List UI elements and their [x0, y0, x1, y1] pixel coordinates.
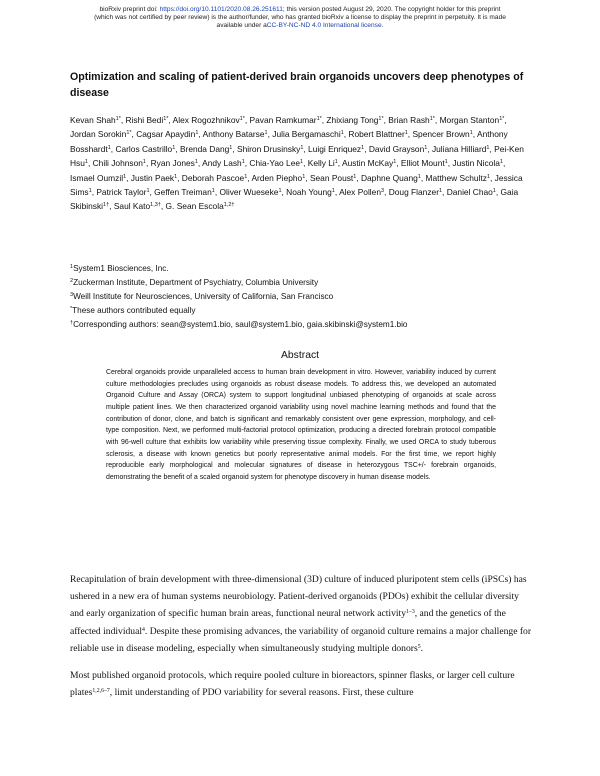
author-affiliation-mark: 1 [300, 144, 304, 151]
preprint-notice-line-1: bioRxiv preprint doi: https://doi.org/10.1101/2020.08.26.251611; this version posted August 29, 2020. The copyright holder for this preprint [99, 6, 501, 13]
affiliation-text: Corresponding authors: sean@system1.bio, saul@system1.bio, gaia.skibinski@system1.bio [73, 319, 408, 329]
author-entry [173, 115, 245, 125]
author-name: Geffen Treiman [154, 187, 212, 198]
author-name: Noah Young [286, 187, 332, 198]
author-entry [219, 187, 281, 197]
affiliation-mark: 1 [70, 264, 74, 270]
author-affiliation-mark: 1† [103, 202, 110, 209]
author-entry [166, 201, 235, 211]
author-affiliation-mark: 1 [123, 173, 127, 180]
author-affiliation-mark: 1 [195, 130, 199, 137]
author-name: Daphne Quang [360, 172, 418, 183]
author-name: Daniel Chao [446, 187, 493, 198]
author-affiliation-mark: 1 [404, 130, 408, 137]
author-affiliation-mark: 1 [469, 130, 473, 137]
affiliation-item [70, 290, 540, 304]
author-entry [93, 158, 146, 168]
author-name: Chili Johnson [92, 158, 143, 169]
license-link[interactable]: CC-BY-NC-ND 4.0 International license [266, 22, 382, 30]
author-entry [310, 173, 356, 183]
author-affiliation-mark: 1 [438, 188, 443, 195]
author-affiliation-mark: 1 [241, 159, 245, 166]
author-entry [388, 115, 435, 125]
author-entry [348, 129, 407, 139]
author-affiliation-mark: 1 [353, 173, 357, 180]
author-name: Arden Piepho [251, 172, 303, 183]
author-name: Justin Paek [130, 172, 175, 183]
author-affiliation-mark: 1 [302, 173, 306, 180]
author-name: Kevan Shah [70, 115, 116, 125]
author-entry [339, 187, 384, 197]
author-entry [115, 144, 175, 154]
affiliation-item [70, 276, 540, 290]
author-affiliation-mark: 1 [174, 173, 178, 180]
author-name: Patrick Taylor [96, 187, 147, 198]
author-name: Juliana Hilliard [431, 143, 487, 154]
author-entry [401, 158, 448, 168]
author-name: Sean Poust [309, 172, 354, 183]
affiliation-text: System1 Biosciences, Inc. [73, 264, 169, 273]
author-entry [151, 158, 198, 168]
author-name: Doug Flanzer [388, 187, 439, 198]
author-name: Brian Rash [388, 115, 430, 125]
body-paragraph-2: Most published organoid protocols, which require pooled culture in bioreactors, spinner flasks, or larger cell culture plates$^{1,2,6-7}$, limit understanding of PDO variability for several reasons. First, these culture [70, 670, 515, 699]
author-affiliation-mark: 1 [492, 188, 496, 195]
author-name: Chia-Yao Lee [249, 158, 301, 169]
author-entry [308, 158, 338, 168]
author-entry [250, 115, 322, 125]
author-name: Austin McKay [342, 158, 394, 169]
author-entry [70, 173, 126, 183]
author-entry [432, 144, 490, 154]
author-affiliation-mark: 1 [499, 159, 503, 166]
author-entry [447, 187, 496, 197]
author-affiliation-mark: 1 [393, 159, 397, 166]
author-name: Deborah Pascoe [181, 172, 245, 183]
author-entry [440, 115, 505, 125]
author-name: Rishi Bedi [125, 115, 164, 125]
affiliation-item [70, 262, 540, 276]
author-affiliation-mark: 1 [417, 173, 421, 180]
author-name: Spencer Brown [412, 129, 470, 140]
author-name: Alex Pollen [339, 187, 381, 198]
author-entry [136, 129, 198, 139]
author-entry [131, 173, 177, 183]
author-name: Zhixiang Tong [326, 115, 379, 125]
author-name: Anthony Bosshardt [70, 129, 508, 154]
author-affiliation-mark: 1 [107, 144, 111, 151]
author-name: Kelly Li [307, 158, 335, 169]
author-name: Saul Kato [113, 201, 151, 212]
author-affiliation-mark: 1* [126, 130, 132, 137]
author-name: Shiron Drusinsky [237, 143, 301, 154]
author-name: Jessica Sims [70, 172, 523, 198]
preprint-notice-line-3: available under aCC-BY-NC-ND 4.0 International license. [216, 22, 384, 30]
author-affiliation-mark: 1 [334, 159, 338, 166]
author-entry [70, 115, 121, 125]
author-entry [286, 187, 335, 197]
author-affiliation-mark: 1 [361, 144, 365, 151]
author-affiliation-mark: 1 [444, 159, 448, 166]
author-affiliation-mark: 1,3† [150, 202, 161, 209]
author-affiliation-mark: 1* [239, 116, 245, 122]
author-name: Matthew Schultz [425, 172, 487, 183]
author-name: Andy Lash [202, 158, 242, 169]
author-name: Pavan Ramkumar [249, 115, 317, 125]
author-entry [412, 129, 472, 139]
affiliation-mark: * [70, 305, 73, 312]
author-affiliation-mark: 1 [244, 173, 248, 180]
author-affiliation-mark: 1* [316, 116, 322, 122]
author-affiliation-mark: 1* [429, 116, 435, 122]
author-entry [126, 115, 169, 125]
author-affiliation-mark: 1 [486, 173, 491, 180]
author-affiliation-mark: 1 [486, 144, 490, 151]
author-entry [96, 187, 149, 197]
affiliation-text: Zuckerman Institute, Department of Psychiatry, Columbia University [73, 277, 319, 287]
author-entry [154, 187, 215, 197]
author-name: Cagsar Apaydin [136, 129, 196, 140]
author-name: Justin Nicola [452, 158, 500, 169]
author-entry [326, 115, 383, 125]
author-name: Julia Bergamaschi [272, 129, 341, 140]
author-affiliation-mark: 1 [142, 159, 146, 166]
author-affiliation-mark: 1 [172, 144, 176, 151]
author-entry [272, 129, 344, 139]
author-name: Brenda Dang [179, 143, 230, 154]
author-list: Kevan Shah$^{1*}$, Rishi Bedi$^{1*}$, Alex Rogozhnikov$^{1*}$, Pavan Ramkumar$^{1*}$, Zhixiang Tong$^{1*}$, Brian Rash$^{1*}$, Morgan Stanton$^{1*}$, Jordan Sorokin$^{1*}$, Cagsar Apaydin$^1$, Anthony Batarse$^1$, Julia Bergamaschi$^1$, Robert Blattner$^1$, Spencer Brown$^1$, Anthony Bosshardt$^1$, Carlos Castrillo$^1$, Brenda Dang$^1$, Shiron Drusinsky$^1$, Luigi Enriquez$^1$, David Grayson$^1$, Juliana Hilliard$^1$, Pei-Ken Hsu$^1$, Chili Johnson$^1$, Ryan Jones$^1$, Andy Lash$^1$, Chia-Yao Lee$^1$, Kelly Li$^1$, Austin McKay$^1$, Elliot Mount$^1$, Justin Nicola$^1$, Ismael Oumzil$^1$, Justin Paek$^1$, Deborah Pascoe$^1$, Arden Piepho$^1$, Sean Poust$^1$, Daphne Quang$^1$, Matthew Schultz$^1$, Jessica Sims$^1$, Patrick Taylor$^1$, Geffen Treiman$^1$, Oliver Wueseke$^1$, Noah Young$^1$, Alex Pollen$^3$, Doug Flanzer$^1$, Daniel Chao$^1$, Gaia Skibinski$^{1\dagger}$, Saul Kato$^{1,3\dagger}$, G. Sean Escola$^{1,2\dagger}$ [70, 115, 524, 212]
author-entry [70, 129, 132, 139]
preprint-notice [0, 6, 600, 31]
affiliation-text: Weill Institute for Neurosciences, University of California, San Francisco [73, 291, 334, 301]
affiliation-mark: 2 [70, 277, 74, 284]
author-entry [203, 129, 268, 139]
affiliation-item [70, 318, 540, 332]
author-affiliation-mark: 3 [380, 188, 385, 195]
author-entry [369, 144, 427, 154]
author-entry [389, 187, 442, 197]
abstract-heading: Abstract [280, 350, 320, 361]
author-entry [251, 173, 305, 183]
author-affiliation-mark: 1 [331, 188, 335, 195]
author-entry [426, 173, 491, 183]
author-name: Jordan Sorokin [70, 129, 127, 140]
citation-ref[interactable]: 4 [142, 626, 145, 633]
author-name: Ismael Oumzil [70, 172, 124, 183]
author-affiliation-mark: 1 [211, 188, 215, 195]
citation-ref[interactable]: 1–3 [406, 609, 415, 616]
author-affiliation-mark: 1 [84, 159, 88, 166]
author-entry [182, 173, 247, 183]
author-entry [249, 158, 303, 168]
affiliation-mark: † [70, 319, 74, 326]
affiliation-item [70, 304, 540, 318]
doi-link[interactable]: https://doi.org/10.1101/2020.08.26.251611 [159, 6, 283, 13]
author-name: David Grayson [368, 143, 425, 154]
author-name: G. Sean Escola [165, 201, 224, 212]
author-affiliation-mark: 1 [278, 188, 282, 195]
author-name: Carlos Castrillo [115, 143, 173, 154]
author-affiliation-mark: 1* [499, 116, 505, 122]
author-affiliation-mark: 1 [146, 188, 150, 195]
author-name: Morgan Stanton [439, 115, 500, 125]
affiliation-mark: 3 [70, 291, 74, 298]
author-entry [361, 173, 421, 183]
author-name: Ryan Jones [150, 158, 195, 169]
author-entry [342, 158, 396, 168]
author-affiliation-mark: 1 [229, 144, 233, 151]
author-affiliation-mark: 1 [340, 130, 344, 137]
author-name: Luigi Enriquez [308, 143, 362, 154]
author-affiliation-mark: 1 [300, 159, 304, 166]
preprint-notice-line-2: (which was not certified by peer review) is the author/funder, who has granted bioRxiv a license to display the preprint in perpetuity. It is made [94, 14, 506, 22]
author-affiliation-mark: 1,2† [223, 202, 235, 209]
abstract-text: Cerebral organoids provide unparalleled access to human brain development in vitro. However, variability induced by current culture methodologies precludes using organoids as robust disease models. To address this, we developed an automated Organoid Culture and Assay (ORCA) system to support longitudinal unbiased phenotyping of organoids at scale across multiple patient lines. We then characterized organoid variability using novel machine learning methods and found that the contribution of donor, clone, and batch is significant and remarkably consistent over gene expression, morphology, and cell-type composition. Next, we performed multi-factorial protocol optimization, producing a directed forebrain protocol compatible with 96-well culture that exhibits low variability while preserving tissue complexity. Finally, we used ORCA to study tuberous sclerosis, a disease with known genetics but poorly representative animal models. For the first time, we report highly reproducible early morphological and molecular signatures of disease in heterozygous TSC+/- forebrain organoids, demonstrating the benefit of a scaled organoid system for phenotype discovery in human disease models. [106, 369, 496, 481]
author-name: Alex Rogozhnikov [172, 115, 240, 125]
citation-ref[interactable]: 5 [417, 643, 421, 650]
author-affiliation-mark: 1* [163, 116, 169, 122]
author-name: Anthony Batarse [202, 129, 265, 140]
author-name: Elliot Mount [400, 158, 445, 169]
author-name: Pei-Ken Hsu [70, 143, 524, 169]
author-name: Oliver Wueseke [219, 187, 279, 198]
affiliation-list [70, 262, 540, 332]
author-entry [202, 158, 245, 168]
author-entry [237, 144, 303, 154]
author-affiliation-mark: 1 [264, 130, 268, 137]
body-paragraph-1: Recapitulation of brain development with three-dimensional (3D) culture of induced pluripotent stem cells (iPSCs) has ushered in a new era of human systems neurobiology. Patient-derived organoids (PDOs) exhibit the cellular diversity and early organization of specific human brain areas, functional neural network activity$^{1-3}$, and the genetics of the affected individual$^4$. Despite these promising advances, the variability of organoid culture remains a major challenge for reliable use in disease modeling, especially when simultaneously studying multiple donors$^5$. [70, 574, 532, 654]
author-affiliation-mark: 1 [88, 188, 92, 195]
author-entry [308, 144, 364, 154]
author-affiliation-mark: 1 [424, 144, 428, 151]
author-affiliation-mark: 1 [194, 159, 198, 166]
affiliation-text: These authors contributed equally [72, 305, 196, 315]
citation-ref[interactable]: 1,2,6–7 [92, 688, 110, 695]
author-entry [180, 144, 232, 154]
author-entry [114, 201, 161, 211]
author-affiliation-mark: 1* [378, 116, 384, 122]
paper-title: Optimization and scaling of patient-derived brain organoids uncovers deep phenotypes of disease [70, 71, 524, 99]
author-name: Robert Blattner [348, 129, 405, 140]
author-entry [452, 158, 503, 168]
author-name: Gaia Skibinski [70, 187, 519, 212]
author-affiliation-mark: 1* [115, 116, 121, 122]
